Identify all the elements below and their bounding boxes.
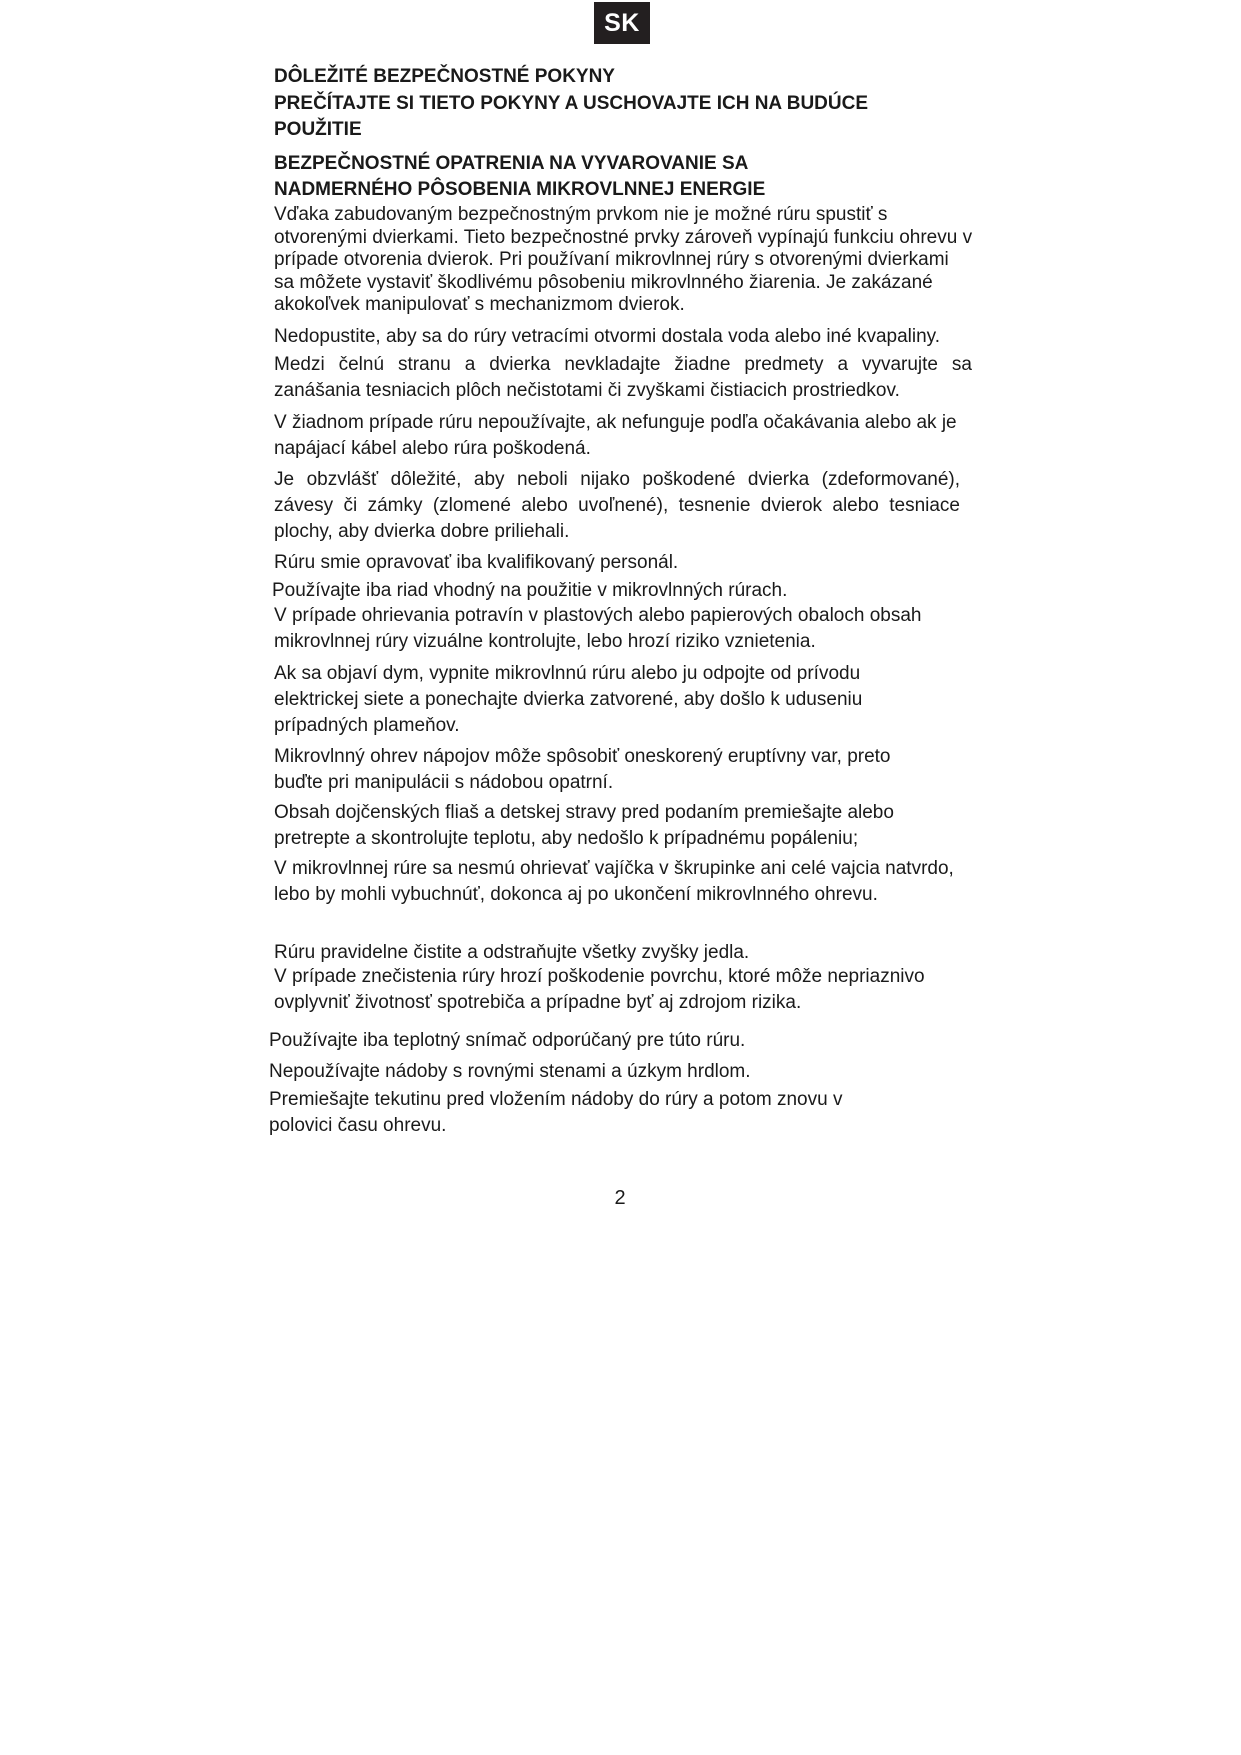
paragraph-plastic-paper: V prípade ohrievania potravín v plastových alebo papierových obaloch obsah mikrovlnnej rúry vizuálne kontrolujte, lebo hrozí riziko vznietenia. (274, 605, 922, 652)
paragraph-interlock: Vďaka zabudovaným bezpečnostným prvkom nie je možné rúru spustiť s otvorenými dvierkami. Tieto bezpečnostné prvky zároveň vypínajú funkciu ohrevu v prípade otvorenia dvierok. Pri používaní mikrovlnnej rúry s otvorenými dvierkami sa môžete vystaviť škodlivému pôsobeniu mikrovlnného žiarenia. Je zakázané akokoľvek manipulovať s mechanizmom dvierok. (274, 204, 973, 316)
paragraph-damaged-oven: V žiadnom prípade rúru nepoužívajte, ak nefunguje podľa očakávania alebo ak je napájací kábel alebo rúra poškodená. (274, 412, 957, 459)
heading-read-and-keep: PREČÍTAJTE SI TIETO POKYNY A USCHOVAJTE ICH NA BUDÚCE POUŽITIE (274, 93, 869, 140)
paragraph-narrow-neck: Nepoužívajte nádoby s rovnými stenami a úzkym hrdlom. (269, 1061, 751, 1082)
heading-microwave-precautions: BEZPEČNOSTNÉ OPATRENIA NA VYVAROVANIE SA NADMERNÉHO PÔSOBENIA MIKROVLNNEJ ENERGIE (274, 153, 766, 200)
paragraph-temperature-probe: Používajte iba teplotný snímač odporúčaný pre túto rúru. (269, 1030, 746, 1051)
paragraph-suitable-dishes: Používajte iba riad vhodný na použitie v mikrovlnných rúrach. (272, 580, 788, 601)
paragraph-baby-bottles: Obsah dojčenských fliaš a detskej stravy pred podaním premiešajte alebo pretrepte a skontrolujte teplotu, aby nedošlo k prípadnému popáleniu; (274, 802, 894, 849)
paragraph-eruptive-boiling: Mikrovlnný ohrev nápojov môže spôsobiť oneskorený eruptívny var, preto buďte pri manipulácii s nádobou opatrní. (274, 746, 891, 793)
paragraph-regular-cleaning: Rúru pravidelne čistite a odstraňujte všetky zvyšky jedla. (274, 942, 750, 963)
paragraph-door-seal: Medzi čelnú stranu a dvierka nevkladajte žiadne predmety a vyvarujte sa zanášania tesniacich plôch nečistotami či zvyškami čistiacich prostriedkov. (274, 354, 972, 401)
paragraph-surface-damage: V prípade znečistenia rúry hrozí poškodenie povrchu, ktoré môže nepriaznivo ovplyvniť životnosť spotrebiča a prípadne byť aj zdrojom rizika. (274, 966, 925, 1013)
heading-safety-instructions: DÔLEŽITÉ BEZPEČNOSTNÉ POKYNY (274, 66, 615, 87)
paragraph-ventilation: Nedopustite, aby sa do rúry vetracími otvormi dostala voda alebo iné kvapaliny. (274, 326, 941, 347)
page-number: 2 (614, 1187, 626, 1209)
paragraph-door-damage: Je obzvlášť dôležité, aby neboli nijako poškodené dvierka (zdeformované), závesy či zámky (zlomené alebo uvoľnené), tesnenie dvierok alebo tesniace plochy, aby dvierka dobre priliehali. (274, 469, 960, 542)
paragraph-eggs: V mikrovlnnej rúre sa nesmú ohrievať vajíčka v škrupinke ani celé vajcia natvrdo, lebo by mohli vybuchnúť, dokonca aj po ukončení mikrovlnného ohrevu. (274, 858, 954, 905)
paragraph-stir-liquid: Premiešajte tekutinu pred vložením nádoby do rúry a potom znovu v polovici času ohrevu. (269, 1089, 843, 1136)
paragraph-smoke: Ak sa objaví dym, vypnite mikrovlnnú rúru alebo ju odpojte od prívodu elektrickej siete a ponechajte dvierka zatvorené, aby došlo k uduseniu prípadných plameňov. (274, 663, 863, 736)
language-badge: SK (594, 2, 650, 44)
paragraph-qualified-repair: Rúru smie opravovať iba kvalifikovaný personál. (274, 552, 679, 573)
